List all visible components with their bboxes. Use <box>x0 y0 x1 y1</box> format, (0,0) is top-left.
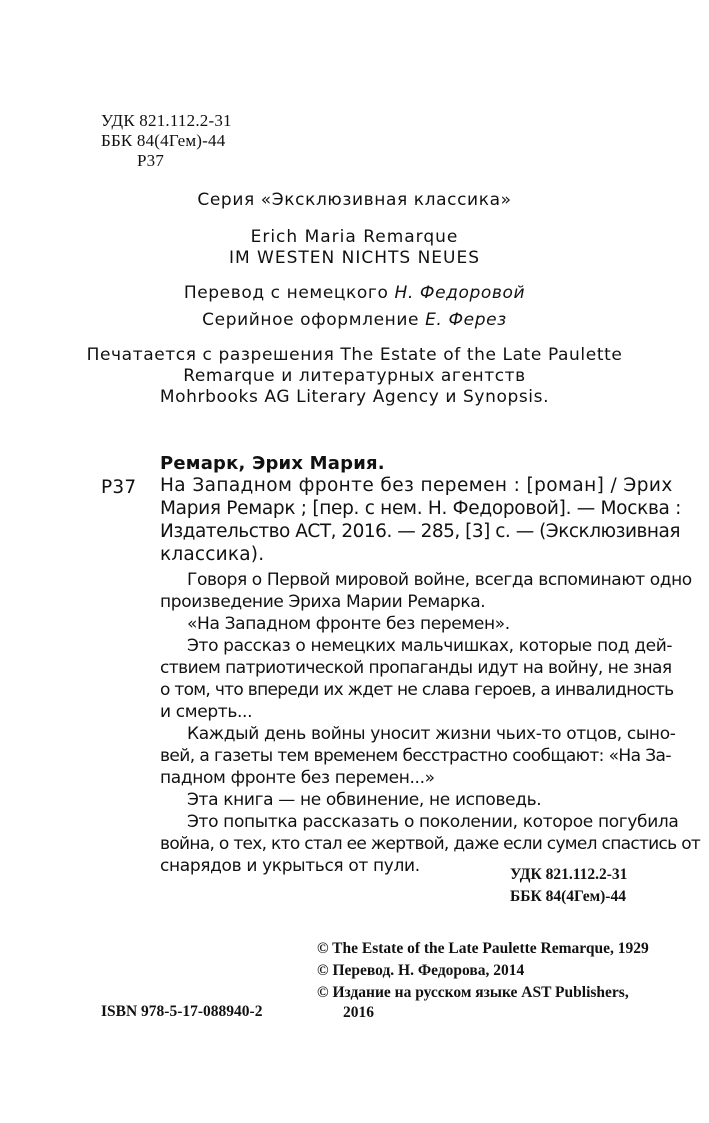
permission-line: Печатается с разрешения The Estate of the Late Paulette <box>86 345 623 365</box>
bibliographic-line: Мария Ремарк ; [пер. с нем. Н. Федоровой]. — Москва : <box>160 498 682 519</box>
bibliographic-line: На Западном фронте без перемен : [роман] / Эрих <box>160 475 673 496</box>
author-mark: Р37 <box>137 151 165 170</box>
translator-name: Н. Федоровой <box>394 283 526 303</box>
design-prefix: Серийное оформление <box>202 310 420 330</box>
annotation-line: и смерть... <box>160 702 253 722</box>
annotation-line: Каждый день войны уносит жизни чьих-то отцов, сыно- <box>187 724 676 744</box>
series-line: Серия «Эксклюзивная классика» <box>197 190 512 210</box>
copyright-line: 2016 <box>343 1004 374 1021</box>
annotation-line: произведение Эриха Марии Ремарка. <box>160 592 486 612</box>
annotation-line: Эта книга — не обвинение, не исповедь. <box>187 790 542 810</box>
annotation <box>160 569 701 877</box>
annotation-line: вей, а газеты тем временем бесстрастно сообщают: «На За- <box>160 746 671 766</box>
bibliographic-mark: Р37 <box>101 477 137 498</box>
annotation-line: падном фронте без перемен...» <box>160 768 435 788</box>
copyright-line: © The Estate of the Late Paulette Remarque, 1929 <box>317 940 649 957</box>
annotation-line: война, о тех, кто стал ее жертвой, даже если сумел спастись от <box>160 834 701 854</box>
udk-code: УДК 821.112.2-31 <box>101 111 232 130</box>
designer-name: Е. Ферез <box>425 310 507 330</box>
annotation-line: снарядов и укрыться от пули. <box>160 856 420 876</box>
original-author: Erich Maria Remarque <box>250 227 459 247</box>
index-udk: УДК 821.112.2-31 <box>510 866 628 883</box>
design-credit <box>0 310 709 330</box>
annotation-line: Это рассказ о немецких мальчишках, которые под дей- <box>187 636 673 656</box>
copyright-line: © Издание на русском языке AST Publishers, <box>317 984 629 1001</box>
translation-prefix: Перевод с немецкого <box>183 283 389 303</box>
annotation-line: Это попытка рассказать о поколении, которое погубила <box>187 812 679 832</box>
original-title: IM WESTEN NICHTS NEUES <box>228 248 481 268</box>
annotation-line: «На Западном фронте без перемен». <box>187 614 510 634</box>
bbk-code: ББК 84(4Гем)-44 <box>101 131 226 150</box>
bibliographic-line: классика). <box>160 544 265 565</box>
permission-line: Mohrbooks AG Literary Agency и Synopsis. <box>159 387 550 407</box>
translation-credit <box>0 283 709 303</box>
annotation-line: ствием патриотической пропаганды идут на войну, не зная <box>160 658 672 678</box>
annotation-line: о том, что впереди их ждет не слава героев, а инвалидность <box>160 680 674 700</box>
index-bbk: ББК 84(4Гем)-44 <box>510 888 626 905</box>
bibliographic-heading: Ремарк, Эрих Мария. <box>160 453 385 474</box>
bibliographic-line: Издательство АСТ, 2016. — 285, [3] с. — (Эксклюзивная <box>160 521 680 542</box>
copyright-line: © Перевод. Н. Федорова, 2014 <box>317 962 525 979</box>
annotation-line: Говоря о Первой мировой войне, всегда вспоминают одно <box>187 570 692 590</box>
permission-line: Remarque и литературных агентств <box>183 366 526 386</box>
isbn: ISBN 978-5-17-088940-2 <box>101 1003 263 1020</box>
